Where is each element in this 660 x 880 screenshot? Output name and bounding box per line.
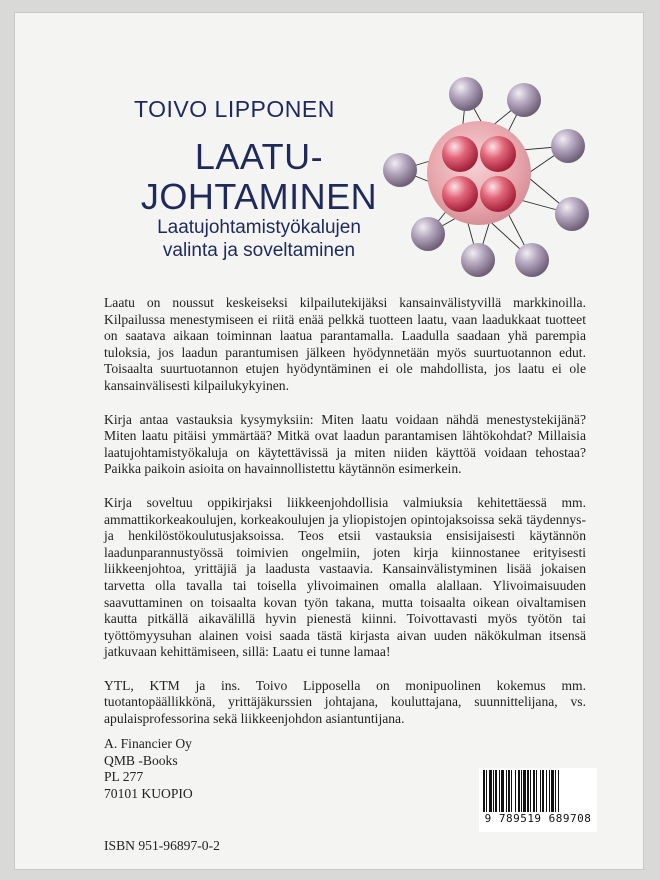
book-title-line-1: LAATU-	[194, 136, 324, 177]
barcode	[479, 768, 597, 832]
barcode-bars-icon	[479, 768, 597, 814]
book-subtitle-line-1: Laatujohtamistyökalujen	[157, 217, 361, 238]
book-title-line-2: JOHTAMINEN	[140, 176, 378, 217]
publisher-imprint: QMB -Books	[104, 752, 178, 768]
book-subtitle	[114, 216, 404, 262]
book-subtitle-line-2: valinta ja soveltaminen	[162, 240, 356, 261]
blurb	[104, 295, 586, 745]
blurb-paragraph: Kirja antaa vastauksia kysymyksiin: Miten laatu voidaan nähdä menestystekijänä? Miten laatu pitäisi ymmärtää? Mitkä ovat laadun parantamisen lähtökohdat? Millaisia laatujohtamistyökaluja on käytettävissä ja miten niiden käyttöä voidaan tehostaa? Paikka paikoin asioita on havainnollistettu käytännön esimerkein.	[104, 411, 586, 477]
book-back-cover	[14, 12, 644, 870]
blurb-paragraph: Kirja soveltuu oppikirjaksi liikkeenjohdollisia valmiuksia kehitettäessä mm. ammattikorkeakoulujen, korkeakoulujen ja yliopistojen opintojaksoissa sekä täydennys- ja henkilöstökoulutusjaksoissa. Teos etsii vastauksia ensisijaisesti käytännön laadunparannustyössä toimivien ongelmiin, joten kirja kiinnostanee erityisesti liikkeenjohtoa, yrittäjiä ja laadusta vastaavia. Kansainvälistyminen lisää jokaisen tarvetta olla tavalla tai toisella ylivoimainen omalla alallaan. Ylivoimaisuuden saavuttaminen on toisaalta kovan työn takana, mutta toisaalta oikean oivaltamisen kautta pitkällä aikavälillä hyvin pienestä kiinni. Toivottavasti myös työtön tai työttömyysuhan alainen voisi saada tästä kirjasta aivan uuden näkökulman itsensä jatkuvaan kehittämiseen, sillä: Laatu ei tunne lamaa!	[104, 494, 586, 660]
publisher-po-box: PL 277	[104, 769, 144, 785]
author-name: TOIVO LIPPONEN	[134, 96, 335, 122]
publisher-name: A. Financier Oy	[104, 736, 192, 751]
publisher-address	[104, 736, 193, 802]
isbn-number: ISBN 951-96897-0-2	[104, 838, 220, 853]
publisher-postal: 70101 KUOPIO	[104, 785, 193, 801]
author-bio-paragraph: YTL, KTM ja ins. Toivo Lipposella on monipuolinen kokemus mm. tuotantopäällikkönä, yrittäjäkurssien johtajana, kouluttajana, suunnittelijana, vs. apulaisprofessorina sekä liikkeenjohdon asiantuntijana.	[104, 677, 586, 727]
barcode-digits: 9 789519 689708	[479, 812, 597, 825]
network-of-spheres-icon	[374, 74, 594, 284]
blurb-paragraph: Laatu on noussut keskeiseksi kilpailutekijäksi kansainvälistyvillä markkinoilla. Kilpailussa menestymiseen ei riitä enää pelkkä tuotteen laatu, vaan laadukkaat tuotteet on saatava aikaan toiminnan laatua parantamalla. Laadulla saadaan yhä parempia tuloksia, jos laadun parantumisen jälkeen hyödynnetään myös suurtuotannon edut. Toisaalta suurtuotannon etujen hyödyntäminen ei ole mahdollista, jos laatu ei ole kansainvälisesti kilpailukykyinen.	[104, 295, 586, 393]
book-title	[114, 137, 404, 217]
